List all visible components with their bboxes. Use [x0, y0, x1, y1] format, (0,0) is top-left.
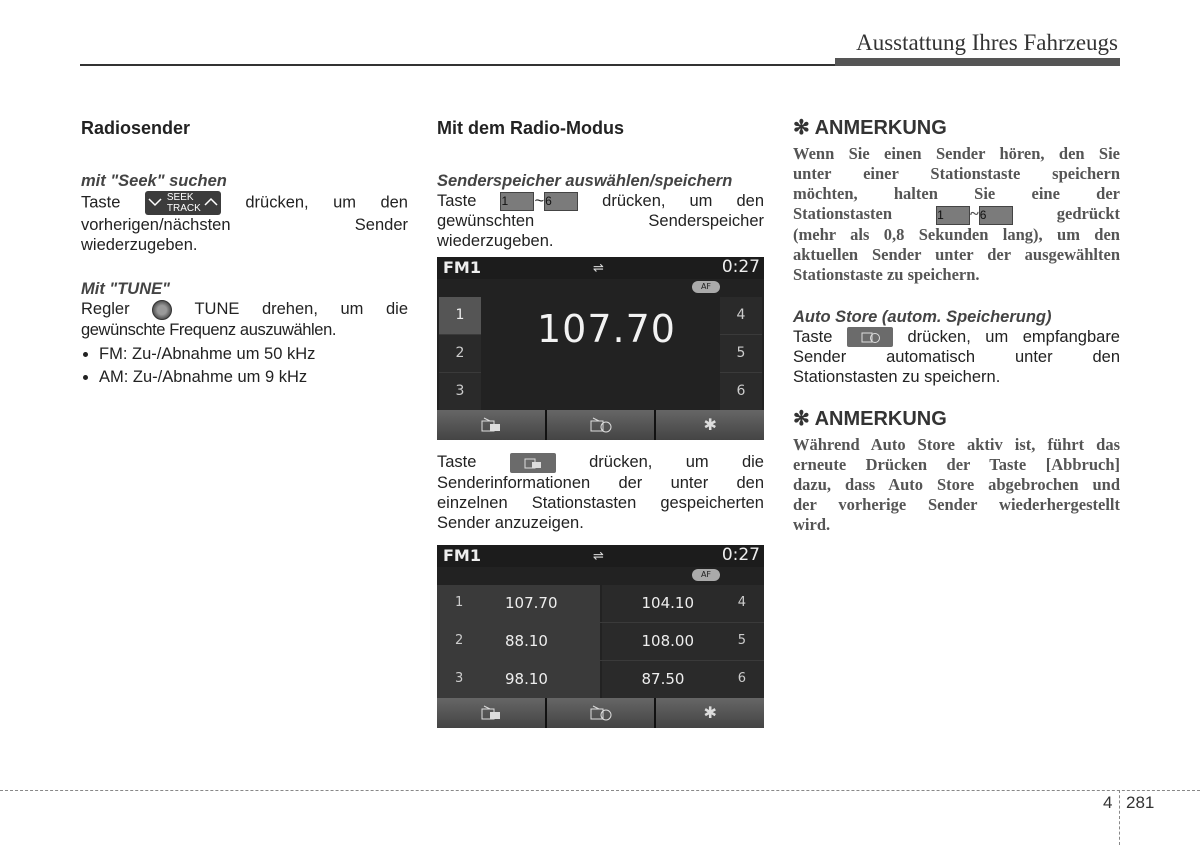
seek-track-key-icon [145, 191, 221, 215]
note-title: ✻ ANMERKUNG [793, 117, 947, 139]
screen-status-bar [437, 545, 764, 567]
column-radio-mode [437, 118, 764, 728]
usb-icon: ⇌ [593, 548, 604, 564]
preset-key-1: 1 [500, 192, 534, 211]
preset-cell[interactable] [602, 585, 765, 622]
info-line3: einzelnen Stationstasten gespeicherten [437, 493, 764, 512]
usb-icon: ⇌ [593, 261, 604, 277]
tune-line1 [81, 299, 408, 320]
preset-list-button[interactable] [437, 698, 545, 728]
text: Stationstasten [793, 204, 893, 223]
preset-frequency: 87.50 [641, 670, 685, 689]
bullet-am: • AM: Zu-/Abnahme um 9 kHz [99, 367, 408, 387]
settings-button[interactable] [656, 410, 764, 440]
autostore-line3: Stationstasten zu speichern. [793, 368, 1001, 387]
preset-list-button[interactable] [437, 410, 545, 440]
column-radiosender [81, 118, 408, 390]
text: Taste [437, 192, 477, 210]
af-badge: AF [692, 569, 720, 581]
seek-line3: wiederzugeben. [81, 236, 198, 254]
gear-icon: ✱ [703, 702, 717, 722]
note-title: ✻ ANMERKUNG [793, 408, 947, 431]
preset-cell[interactable] [437, 623, 602, 660]
preset-cell[interactable] [437, 661, 602, 698]
page-number: 281 [1126, 793, 1155, 812]
text: TUNE drehen, um die [194, 300, 408, 318]
page-header-title: Ausstattung Ihres Fahrzeugs [856, 30, 1118, 55]
chapter-number: 4 [1103, 793, 1113, 812]
preset-list-icon [480, 705, 502, 721]
note-line: unter einer Stationstaste speichern [793, 164, 1120, 183]
note-body [793, 144, 1120, 285]
clock: 0:27 [721, 257, 760, 278]
settings-button[interactable] [656, 698, 764, 728]
preset-frequency: 104.10 [641, 594, 694, 613]
seek-key-label: SEEK [166, 192, 194, 203]
subheading-senderspeicher: Senderspeicher auswählen/speichern [437, 172, 733, 190]
info-line1 [437, 452, 764, 473]
text: drücken, um den [245, 193, 408, 212]
text: Taste [437, 453, 477, 472]
note-line [793, 204, 1120, 225]
note-line: erneute Drücken der Taste [Abbruch] [793, 455, 1120, 475]
band-label: FM1 [443, 545, 481, 565]
grid-row [437, 661, 764, 699]
text: Regler [81, 300, 130, 318]
tilde: ~ [534, 192, 545, 210]
screen-bottom-bar [437, 410, 764, 440]
preset-cell[interactable] [437, 585, 602, 622]
seek-line1 [81, 191, 408, 215]
preset-list-key-icon [510, 453, 556, 473]
note-line: (mehr als 0,8 Sekunden lang), um den [793, 224, 1120, 244]
preset-frequency: 108.00 [641, 632, 694, 651]
bullet-list [81, 344, 408, 387]
presets-right [720, 297, 762, 411]
preset-number: 6 [737, 671, 746, 687]
preset-5[interactable]: 5 [720, 335, 762, 373]
footer-dashed-rule [0, 790, 1200, 791]
text: drücken, um die [589, 453, 764, 472]
autostore-icon [589, 417, 613, 433]
preset-3[interactable]: 3 [439, 373, 481, 411]
tune-line2: gewünschte Frequenz auszuwählen. [81, 320, 337, 339]
gear-icon: ✱ [703, 415, 717, 435]
autostore-button[interactable] [547, 410, 655, 440]
clock: 0:27 [721, 544, 760, 565]
preset-key-1: 1 [936, 206, 970, 225]
screen-bottom-bar [437, 698, 764, 728]
autostore-key-icon [847, 327, 893, 347]
autostore-line2: Sender automatisch unter den [793, 348, 1120, 367]
note-line: dazu, dass Auto Store abgebrochen und [793, 475, 1120, 495]
preset-1[interactable]: 1 [439, 297, 481, 335]
preset-list-icon [480, 417, 502, 433]
note-body [793, 435, 1120, 535]
preset-number: 3 [455, 671, 464, 687]
preset-6[interactable]: 6 [720, 373, 762, 411]
preset-frequency: 88.10 [505, 632, 548, 651]
preset-key-6: 6 [979, 206, 1013, 225]
preset-line1 [437, 191, 764, 211]
autostore-button[interactable] [547, 698, 655, 728]
section-heading: Radiosender [81, 118, 191, 138]
header-rule-bar [835, 58, 1120, 66]
section-heading: Mit dem Radio-Modus [437, 118, 624, 138]
presets-left [439, 297, 481, 411]
preset-key-6: 6 [544, 192, 578, 211]
tune-knob-icon [152, 300, 172, 320]
autostore-icon [589, 705, 613, 721]
bullet-fm: • FM: Zu-/Abnahme um 50 kHz [99, 344, 408, 364]
note-line: Wenn Sie einen Sender hören, den Sie [793, 144, 1120, 163]
note-line: Während Auto Store aktiv ist, führt das [793, 435, 1120, 455]
preset-frequency: 107.70 [505, 594, 558, 613]
grid-row [437, 623, 764, 661]
preset-2[interactable]: 2 [439, 335, 481, 373]
text: Taste [793, 327, 833, 346]
af-badge: AF [692, 281, 720, 293]
radio-screen-1 [437, 257, 764, 440]
column-notes [793, 118, 1120, 535]
subheading-autostore: Auto Store (autom. Speicherung) [793, 307, 1052, 326]
text: drücken, um empfangbare [907, 327, 1120, 346]
autostore-line1 [793, 327, 1120, 348]
text: Taste [81, 193, 121, 212]
band-label: FM1 [443, 258, 481, 278]
preset-number: 2 [455, 633, 464, 649]
preset-frequency: 98.10 [505, 670, 548, 689]
note-line: aktuellen Sender unter der ausgewählten [793, 244, 1120, 264]
preset-info-grid [437, 585, 764, 699]
frequency-display: 107.70 [537, 307, 676, 352]
subheading-seek: mit "Seek" suchen [81, 172, 227, 190]
note-line: möchten, halten Sie eine der [793, 184, 1120, 203]
preset-line3: wiederzugeben. [437, 232, 554, 251]
note-line: der vorherige Sender wiederhergestellt [793, 495, 1120, 515]
info-line4: Sender anzuzeigen. [437, 513, 584, 532]
screen-status-bar [437, 257, 764, 279]
grid-row [437, 585, 764, 623]
info-line2: Senderinformationen der unter den [437, 473, 764, 492]
tilde: ~ [970, 204, 979, 223]
footer-dashed-divider [1119, 790, 1120, 845]
preset-4[interactable]: 4 [720, 297, 762, 335]
preset-cell[interactable] [602, 623, 765, 660]
preset-line2: gewünschten Senderspeicher [437, 212, 764, 231]
preset-number: 1 [455, 595, 464, 611]
seek-line2: vorherigen/nächsten Sender [81, 216, 408, 234]
note-line: wird. [793, 515, 831, 535]
note-line: Stationstaste zu speichern. [793, 264, 980, 284]
preset-number: 5 [737, 633, 746, 649]
text: gedrückt [1056, 204, 1121, 223]
subheading-tune: Mit "TUNE" [81, 280, 170, 298]
text: drücken, um den [602, 192, 764, 210]
preset-number: 4 [737, 595, 746, 611]
track-key-label: TRACK [166, 203, 201, 214]
radio-screen-2 [437, 545, 764, 728]
preset-cell[interactable] [602, 661, 765, 698]
